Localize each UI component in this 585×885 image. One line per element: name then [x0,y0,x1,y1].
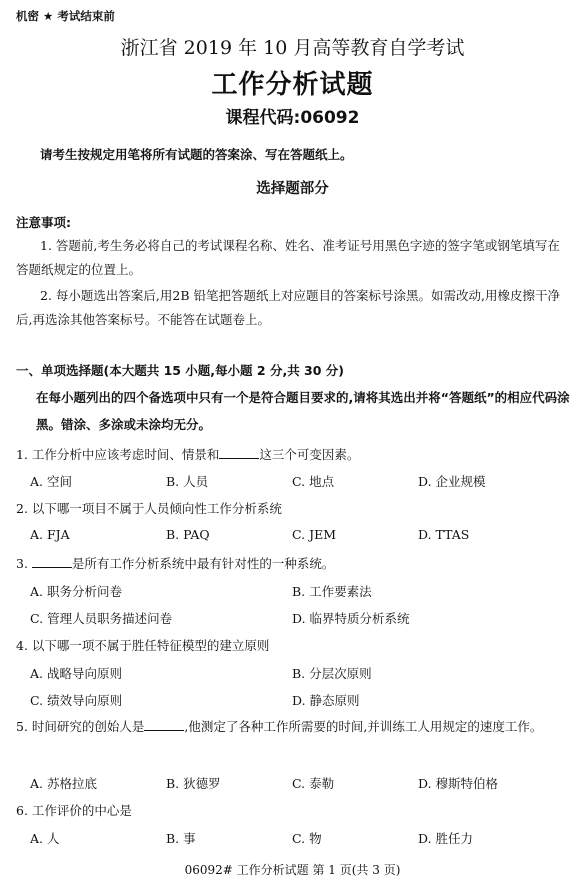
question-5-stem-after: ,他测定了各种工作所需要的时间,并训练工人用规定的速度工作。 [184,719,543,734]
answer-blank [144,720,184,731]
question-3-option-d: D. 临界特质分析系统 [292,611,410,626]
question-5-option-a: A. 苏格拉底 [30,776,97,791]
question-4-stem: 4. 以下哪一项不属于胜任特征模型的建立原则 [16,638,270,653]
question-5-option-d: D. 穆斯特伯格 [418,776,499,791]
notice-title: 注意事项: [16,215,71,230]
part-one-description: 在每小题列出的四个备选项中只有一个是符合题目要求的,请将其选出并将“答题纸”的相应代码涂黑。错涂、多涂或未涂均无分。 [36,390,570,432]
section-title: 选择题部分 [256,181,329,197]
question-1-option-b: B. 人员 [166,474,209,489]
exam-title: 浙江省 2019 年 10 月高等教育自学考试 [120,37,465,59]
question-1-stem [16,445,359,463]
question-3-stem-before: 3. [16,556,32,571]
question-3-option-a: A. 职务分析问卷 [30,584,122,599]
question-5-stem-before: 5. 时间研究的创始人是 [16,719,145,734]
question-5-option-b: B. 狄德罗 [166,776,221,791]
notice-item-2: 2. 每小题选出答案后,用2B 铅笔把答题纸上对应题目的答案标号涂黑。如需改动,用橡皮擦干净后,再选涂其他答案标号。不能答在试题卷上。 [16,288,560,327]
course-code: 课程代码:06092 [225,108,360,128]
question-1-option-c: C. 地点 [292,474,335,489]
question-6-option-a: A. 人 [30,831,60,846]
question-1-option-a: A. 空间 [30,474,72,489]
question-4-option-c: C. 绩效导向原则 [30,693,123,708]
question-4-option-a: A. 战略导向原则 [30,666,122,681]
question-2-option-b: B. PAQ [166,527,210,542]
question-3-option-b: B. 工作要素法 [292,584,372,599]
question-2-option-a: A. FJA [30,527,70,542]
question-2-stem: 2. 以下哪一项目不属于人员倾向性工作分析系统 [16,501,282,516]
question-2-option-d: D. TTAS [418,527,470,542]
question-3-option-c: C. 管理人员职务描述问卷 [30,611,173,626]
question-6-option-c: C. 物 [292,831,322,846]
question-2-option-c: C. JEM [292,527,337,542]
question-4-option-b: B. 分层次原则 [292,666,372,681]
part-one-title: 一、单项选择题(本大题共 15 小题,每小题 2 分,共 30 分) [16,363,345,378]
notice-item-1: 1. 答题前,考生务必将自己的考试课程名称、姓名、准考证号用黑色字迹的签字笔或钢笔填写在答题纸规定的位置上。 [16,238,560,277]
answer-blank [219,448,259,459]
question-6-stem: 6. 工作评价的中心是 [16,803,132,818]
question-3-stem [16,554,334,572]
question-1-option-d: D. 企业规模 [418,474,486,489]
answer-blank [32,557,72,568]
confidential-label: 机密 ★ 考试结束前 [16,9,115,23]
question-1-stem-after: 这三个可变因素。 [259,447,360,462]
question-1-stem-before: 1. 工作分析中应该考虑时间、情景和 [16,447,220,462]
paper-title: 工作分析试题 [211,70,374,100]
question-6-option-b: B. 事 [166,831,196,846]
answer-instruction: 请考生按规定用笔将所有试题的答案涂、写在答题纸上。 [40,147,353,162]
page-footer: 06092# 工作分析试题 第 1 页(共 3 页) [184,863,401,877]
question-5-option-c: C. 泰勒 [292,776,335,791]
question-5-stem [16,713,572,740]
question-3-stem-after: 是所有工作分析系统中最有针对性的一种系统。 [71,556,335,571]
question-4-option-d: D. 静态原则 [292,693,360,708]
question-6-option-d: D. 胜任力 [418,831,474,846]
